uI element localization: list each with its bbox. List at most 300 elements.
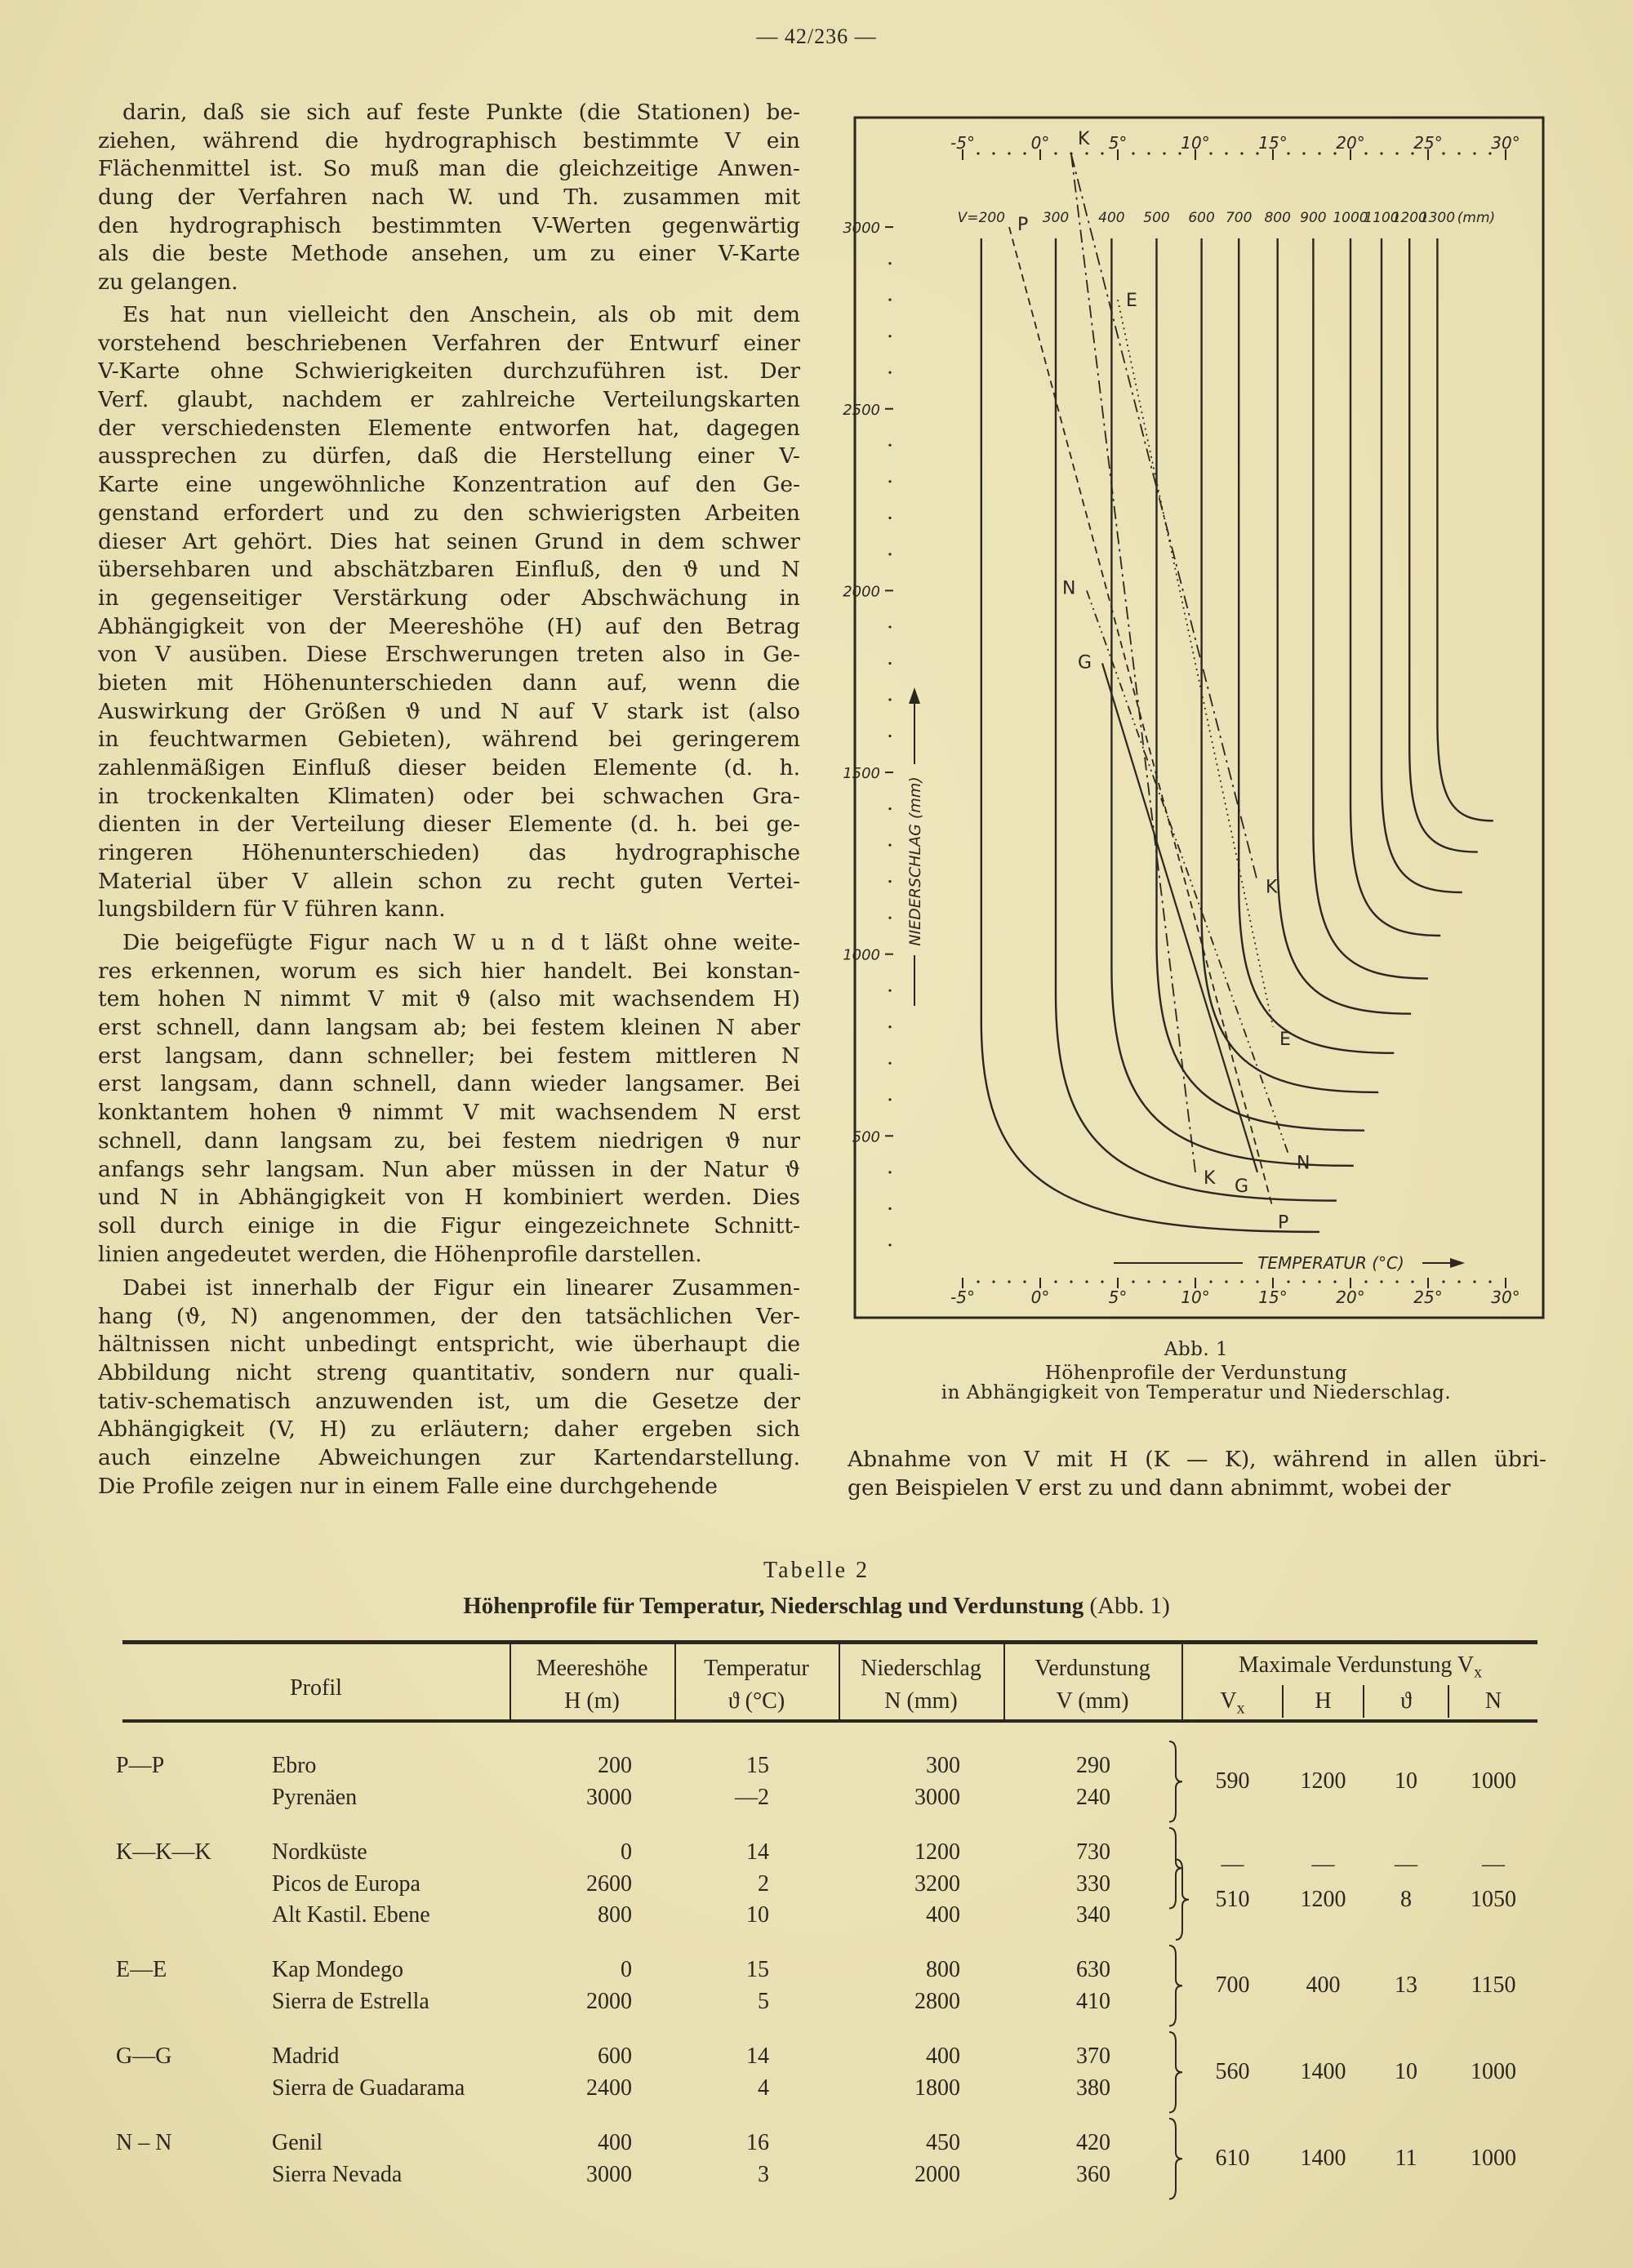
x-axis-label: TEMPERATUR (°C): [1257, 1253, 1404, 1273]
table-top-rule: [122, 1640, 1537, 1644]
text-line: Auswirkung der Größen ϑ und N auf V stark ist (also: [98, 698, 800, 724]
axis-minor-dot: [1380, 1280, 1382, 1283]
elevation-value: 0: [621, 1957, 632, 1982]
header-profil: Profil: [290, 1675, 342, 1701]
profile-label-K: K: [1266, 877, 1278, 898]
header-max-text: Maximale Verdunstung V: [1238, 1652, 1475, 1678]
text-line: hang (ϑ, N) angenommen, der den tatsächlichen Ver-: [98, 1303, 800, 1329]
max-evaporation-value: 10: [1395, 2059, 1417, 2085]
curly-brace: [1169, 2032, 1182, 2113]
evaporation-value: 370: [1076, 2043, 1110, 2069]
isoline-v1300: [1437, 238, 1493, 820]
isoline-label: 700: [1225, 210, 1253, 226]
header-max-col-subscript: x: [1236, 1699, 1245, 1718]
axis-minor-dot: [1023, 1280, 1026, 1283]
text-line: auch einzelne Abweichungen zur Kartendarstellung.: [98, 1445, 800, 1471]
axis-minor-dot: [888, 517, 891, 519]
y-tick-label: 1000: [843, 946, 880, 964]
text-line: V-Karte ohne Schwierigkeiten durchzuführen ist. Der: [98, 358, 800, 385]
text-line: in gegenseitiger Verstärkung oder Abschwächung in: [98, 585, 800, 611]
axis-minor-dot: [1147, 152, 1150, 154]
text-line: lungsbildern für V führen kann.: [98, 896, 446, 923]
axis-minor-dot: [1132, 152, 1134, 154]
x-tick-label-top: 25°: [1413, 133, 1443, 153]
header-max-0: [1183, 1687, 1282, 1723]
axis-minor-dot: [1287, 1280, 1289, 1283]
header-v-unit: V (mm): [1056, 1688, 1129, 1714]
axis-minor-dot: [1457, 1280, 1460, 1283]
axis-minor-dot: [1163, 152, 1165, 154]
header-h-unit: H (m): [564, 1688, 620, 1714]
x-tick-label-bottom: 15°: [1258, 1287, 1288, 1307]
text-line: Es hat nun vielleicht den Anschein, als ob mit dem: [122, 302, 800, 327]
precipitation-value: 800: [926, 1957, 960, 1982]
profile-label-P: P: [1278, 1212, 1289, 1234]
axis-minor-dot: [888, 1025, 891, 1028]
axis-minor-dot: [1457, 152, 1460, 154]
precipitation-value: 3200: [914, 1870, 960, 1897]
isoline-v600: [1202, 238, 1379, 1092]
table-title-ref: (Abb. 1): [1089, 1593, 1170, 1619]
evaporation-value: 420: [1076, 2130, 1110, 2155]
max-evaporation-value: 8: [1400, 1886, 1412, 1912]
axis-minor-dot: [888, 807, 891, 810]
axis-minor-dot: [977, 1280, 979, 1283]
precipitation-value: 1200: [914, 1839, 960, 1865]
isoline-label: 800: [1264, 210, 1291, 226]
isoline-label: 300: [1042, 210, 1070, 226]
temperature-value: 14: [746, 1839, 769, 1865]
precipitation-value: 300: [926, 1753, 960, 1778]
axis-minor-dot: [1147, 1280, 1150, 1283]
text-line: genstand erfordert und zu den schwierigsten Arbeiten: [98, 500, 800, 526]
axis-minor-dot: [888, 1171, 891, 1173]
elevation-value: 2600: [586, 1870, 632, 1897]
text-line: Die beigefügte Figur nach W u n d t läßt ohne weite-: [122, 930, 800, 955]
axis-minor-dot: [888, 662, 891, 665]
axis-minor-dot: [888, 1098, 891, 1101]
curly-brace: [1169, 1741, 1182, 1822]
evaporation-value: 240: [1076, 1784, 1110, 1810]
text-line: erst schnell, dann langsam ab; bei festem kleinen N aber: [98, 1015, 800, 1041]
axis-minor-dot: [992, 152, 994, 154]
text-line: Verf. glaubt, nachdem er zahlreiche Verteilungskarten: [98, 387, 800, 413]
text-line: hältnissen nicht unbedingt entspricht, wie überhaupt die: [98, 1332, 800, 1358]
temperature-value: 14: [746, 2043, 769, 2069]
text-line: Die Profile zeigen nur in einem Falle eine durchgehende: [98, 1473, 718, 1499]
max-evaporation-value: 11: [1395, 2146, 1417, 2172]
axis-minor-dot: [888, 1207, 891, 1210]
max-evaporation-value: 1200: [1300, 1768, 1346, 1794]
precipitation-value: 2800: [914, 1988, 960, 2014]
isoline-v400: [1111, 238, 1353, 1166]
axis-minor-dot: [1488, 1280, 1491, 1283]
axis-minor-dot: [1101, 1280, 1103, 1283]
temperature-value: 4: [758, 2075, 769, 2101]
isoline-label: 900: [1300, 210, 1327, 226]
curly-brace: [1169, 1828, 1182, 1909]
header-max-col-label: N: [1484, 1688, 1502, 1714]
max-evaporation-value: 400: [1306, 1972, 1341, 1999]
station-name: Sierra de Guadarama: [272, 2075, 465, 2101]
precipitation-value: 400: [926, 1902, 960, 1928]
evaporation-value: 380: [1076, 2075, 1110, 2101]
axis-minor-dot: [1008, 1280, 1010, 1283]
figure-caption-label: Abb. 1: [1164, 1339, 1229, 1360]
axis-minor-dot: [1380, 152, 1382, 154]
temperature-value: 5: [758, 1988, 769, 2014]
evaporation-value: 340: [1076, 1902, 1110, 1928]
elevation-value: 2400: [586, 2075, 632, 2101]
text-line: ringeren Höhenunterschieden) das hydrographische: [98, 840, 800, 866]
profile-label-N: N: [1062, 578, 1076, 599]
isoline-v1100: [1382, 238, 1462, 892]
elevation-value: 200: [598, 1753, 632, 1778]
axis-minor-dot: [1395, 152, 1398, 154]
table-title: [0, 1593, 1633, 1620]
header-max-col-label: H: [1315, 1688, 1332, 1714]
station-name: Kap Mondego: [272, 1957, 403, 1982]
header-n-unit: N (mm): [884, 1688, 958, 1714]
axis-minor-dot: [888, 371, 891, 374]
axis-minor-dot: [1008, 152, 1010, 154]
x-tick-label-top: 10°: [1181, 133, 1210, 153]
header-max-evaporation: [1183, 1651, 1537, 1688]
elevation-value: 400: [598, 2130, 632, 2155]
max-evaporation-value: 1050: [1471, 1886, 1516, 1912]
profile-line-N: [1087, 590, 1288, 1154]
x-tick-label-top: 20°: [1336, 133, 1365, 153]
elevation-value: 2000: [586, 1988, 632, 2014]
text-line: in trockenkalten Klimaten) oder bei schwachen Gra-: [98, 783, 800, 809]
y-tick-label: 1500: [843, 765, 880, 783]
axis-minor-dot: [1178, 1280, 1181, 1283]
axis-minor-dot: [888, 444, 891, 447]
isoline-label: 1000: [1333, 210, 1368, 226]
axis-minor-dot: [1318, 1280, 1320, 1283]
y-tick-label: 2000: [843, 583, 880, 601]
header-max-subscript: x: [1474, 1663, 1483, 1682]
text-line: aussprechen zu dürfen, daß die Herstellung einer V-: [98, 443, 800, 469]
x-tick-label-top: 5°: [1108, 133, 1128, 153]
x-tick-label-bottom: 25°: [1413, 1287, 1443, 1307]
precipitation-value: 450: [926, 2130, 960, 2155]
station-name: Pyrenäen: [272, 1784, 358, 1810]
isoline-label: V=200: [957, 210, 1005, 226]
profile-line-P: [1009, 227, 1273, 1208]
profile-code: N – N: [116, 2130, 172, 2155]
elevation-value: 800: [598, 1902, 632, 1928]
text-line: schnell, dann langsam zu, bei festem niedrigen ϑ nur: [98, 1127, 800, 1154]
axis-minor-dot: [1209, 152, 1212, 154]
axis-minor-dot: [992, 1280, 994, 1283]
temperature-value: 15: [746, 1957, 769, 1982]
max-evaporation-value: —: [1482, 1852, 1505, 1878]
max-evaporation-value: 1000: [1471, 1768, 1516, 1794]
text-line: in feuchtwarmen Gebieten), während bei geringerem: [98, 727, 800, 753]
y-tick-label: 3000: [843, 220, 880, 238]
station-name: Genil: [272, 2130, 323, 2155]
max-evaporation-value: 1400: [1300, 2059, 1346, 2085]
text-line: der verschiedensten Elemente entworfen hat, dagegen: [98, 415, 800, 441]
axis-minor-dot: [1163, 1280, 1165, 1283]
axis-minor-dot: [1318, 152, 1320, 154]
x-tick-label-top: 30°: [1491, 133, 1520, 153]
header-h: Meereshöhe: [536, 1656, 648, 1681]
text-line: Dabei ist innerhalb der Figur ein linearer Zusammen-: [122, 1275, 800, 1301]
station-name: Madrid: [272, 2043, 340, 2069]
temperature-value: —2: [735, 1784, 769, 1810]
max-evaporation-value: 590: [1215, 1768, 1250, 1794]
text-line: vorstehend beschriebenen Verfahren der Entwurf einer: [98, 330, 800, 356]
axis-minor-dot: [1070, 1280, 1072, 1283]
profile-code: K—K—K: [116, 1839, 211, 1865]
figure-caption-line: Höhenprofile der Verdunstung: [1044, 1363, 1348, 1384]
temperature-value: 3: [758, 2161, 769, 2187]
header-n: Niederschlag: [861, 1656, 981, 1681]
text-line: Karte eine ungewöhnliche Konzentration auf den Ge-: [98, 472, 800, 498]
isoline-unit-label: (mm): [1457, 210, 1496, 226]
temperature-value: 15: [746, 1753, 769, 1778]
page-number: — 42/236 —: [756, 24, 877, 48]
x-tick-label-top: 15°: [1258, 133, 1288, 153]
text-line: Abhängigkeit (V, H) zu erläutern; daher ergeben sich: [98, 1416, 800, 1443]
station-name: Alt Kastil. Ebene: [272, 1902, 430, 1928]
axis-minor-dot: [1302, 152, 1305, 154]
x-tick-label-bottom: 0°: [1030, 1287, 1050, 1307]
isoline-label: 500: [1143, 210, 1170, 226]
axis-minor-dot: [888, 299, 891, 301]
profile-code: P—P: [116, 1753, 165, 1778]
text-line: bieten mit Höhenunterschieden dann auf, wenn die: [98, 669, 800, 696]
evaporation-value: 630: [1076, 1957, 1110, 1982]
axis-minor-dot: [1473, 1280, 1475, 1283]
elevation-value: 3000: [586, 2161, 632, 2187]
text-line: dienten in der Verteilung dieser Elemente (d. h. bei ge-: [98, 812, 800, 838]
axis-minor-dot: [1225, 1280, 1227, 1283]
text-line: von V ausüben. Diese Erschwerungen treten also in Ge-: [98, 642, 800, 668]
header-v: Verdunstung: [1035, 1656, 1150, 1681]
text-line: linien angedeutet werden, die Höhenprofile darstellen.: [98, 1241, 702, 1267]
isoline-label: 1300: [1419, 210, 1456, 226]
text-line: Abhängigkeit von der Meereshöhe (H) auf den Betrag: [98, 613, 800, 639]
text-line: anfangs sehr langsam. Nun aber müssen in der Natur ϑ: [98, 1156, 800, 1182]
header-max-1: [1284, 1687, 1363, 1716]
temperature-value: 16: [746, 2130, 769, 2155]
y-tick-label: 2500: [843, 401, 880, 419]
header-max-2: [1364, 1687, 1448, 1716]
table-header-rule: [122, 1719, 1537, 1723]
axis-minor-dot: [1054, 152, 1057, 154]
header-t: Temperatur: [704, 1656, 809, 1681]
axis-minor-dot: [1395, 1280, 1398, 1283]
x-tick-label-bottom: 5°: [1108, 1287, 1128, 1307]
axis-minor-dot: [888, 1243, 891, 1246]
profile-label-E: E: [1126, 291, 1137, 312]
right-text-continuation: [848, 1446, 1546, 1502]
axis-minor-dot: [1054, 1280, 1057, 1283]
axis-minor-dot: [1101, 152, 1103, 154]
text-line: konktantem hohen ϑ nimmt V mit wachsendem N erst: [98, 1100, 800, 1126]
station-name: Sierra Nevada: [272, 2161, 403, 2187]
axis-minor-dot: [1411, 1280, 1413, 1283]
y-axis-label: NIEDERSCHLAG (mm): [906, 776, 924, 946]
table-title-text: Höhenprofile für Temperatur, Niederschlag und Verdunstung: [463, 1593, 1084, 1619]
text-line: Material über V allein schon zu recht guten Vertei-: [98, 868, 800, 894]
axis-minor-dot: [888, 480, 891, 483]
max-evaporation-value: 13: [1395, 1972, 1417, 1999]
profile-label-K: K: [1078, 129, 1090, 150]
axis-minor-dot: [1473, 152, 1475, 154]
text-line: dung der Verfahren nach W. und Th. zusammen mit: [98, 185, 800, 211]
temperature-value: 10: [746, 1902, 769, 1928]
axis-minor-dot: [888, 917, 891, 919]
text-line: dieser Art gehört. Dies hat seinen Grund in dem schwer: [98, 528, 800, 554]
text-line: zu gelangen.: [98, 269, 238, 296]
text-line: als die beste Methode ansehen, um zu einer V-Karte: [98, 241, 800, 267]
isoline-label: 600: [1188, 210, 1215, 226]
profile-label-G: G: [1078, 652, 1092, 674]
profile-code: E—E: [116, 1957, 167, 1982]
text-line: tativ-schematisch anzuwenden ist, um die Gesetze der: [98, 1388, 800, 1414]
elevation-value: 0: [621, 1839, 632, 1865]
max-evaporation-value: 1200: [1300, 1886, 1346, 1912]
text-line: Abbildung nicht streng quantitativ, sondern nur quali-: [98, 1360, 800, 1386]
elevation-value: 600: [598, 2043, 632, 2069]
axis-minor-dot: [1333, 1280, 1336, 1283]
axis-minor-dot: [1209, 1280, 1212, 1283]
axis-minor-dot: [1132, 1280, 1134, 1283]
max-evaporation-value: 510: [1215, 1886, 1250, 1912]
axis-minor-dot: [1442, 1280, 1444, 1283]
isoline-v500: [1157, 238, 1365, 1131]
axis-minor-dot: [888, 735, 891, 737]
max-evaporation-value: 1000: [1471, 2146, 1516, 2172]
text-line: den hydrographisch bestimmten V-Werten gegenwärtig: [98, 212, 800, 238]
isoline-v800: [1278, 238, 1411, 1014]
axis-minor-dot: [1240, 152, 1243, 154]
arrow-up-icon: [909, 687, 920, 704]
temperature-value: 2: [758, 1870, 769, 1897]
arrow-right-icon: [1450, 1258, 1465, 1268]
text-line: gen Beispielen V erst zu und dann abnimmt, wobei der: [848, 1474, 1451, 1501]
x-tick-label-bottom: -5°: [950, 1287, 975, 1307]
text-line: und N in Abhängigkeit von H kombiniert werden. Dies: [98, 1185, 800, 1211]
max-evaporation-value: —: [1311, 1852, 1335, 1878]
max-evaporation-value: 560: [1215, 2059, 1250, 2085]
header-t-unit: ϑ (°C): [728, 1688, 785, 1714]
axis-minor-dot: [1287, 152, 1289, 154]
table-label: Tabelle 2: [763, 1558, 870, 1583]
x-tick-label-bottom: 20°: [1336, 1287, 1365, 1307]
max-evaporation-value: 1150: [1471, 1972, 1516, 1999]
axis-minor-dot: [1085, 152, 1088, 154]
text-line: ziehen, während die hydrographisch bestimmte V ein: [98, 127, 800, 153]
isoline-label: 1200: [1391, 210, 1427, 226]
precipitation-value: 400: [926, 2043, 960, 2069]
isoline-v1000: [1350, 238, 1440, 936]
max-evaporation-value: 1400: [1300, 2146, 1346, 2172]
elevation-value: 3000: [586, 1784, 632, 1810]
precipitation-value: 1800: [914, 2075, 960, 2101]
axis-minor-dot: [1364, 1280, 1367, 1283]
axis-minor-dot: [1225, 152, 1227, 154]
max-evaporation-value: —: [1221, 1852, 1244, 1878]
axis-minor-dot: [888, 989, 891, 992]
evaporation-value: 410: [1076, 1988, 1110, 2014]
axis-minor-dot: [888, 844, 891, 847]
axis-minor-dot: [888, 553, 891, 555]
header-max-col-label: V: [1220, 1688, 1237, 1714]
axis-minor-dot: [888, 1062, 891, 1065]
y-tick-label: 500: [852, 1128, 880, 1146]
profile-label-N: N: [1297, 1153, 1310, 1174]
text-line: tem hohen N nimmt V mit ϑ (also mit wachsendem H): [98, 986, 800, 1012]
curly-brace: [1169, 1946, 1182, 2026]
curly-brace: [1169, 2119, 1182, 2199]
figure-caption-line: in Abhängigkeit von Temperatur und Niederschlag.: [941, 1382, 1452, 1403]
axis-minor-dot: [888, 698, 891, 700]
profile-label-P: P: [1017, 215, 1029, 236]
evaporation-value: 330: [1076, 1870, 1110, 1897]
evaporation-value: 730: [1076, 1839, 1110, 1865]
axis-minor-dot: [977, 152, 979, 154]
axis-minor-dot: [1442, 152, 1444, 154]
text-line: Flächenmittel ist. So muß man die gleichzeitige Anwen-: [98, 156, 800, 182]
isoline-label: 1100: [1364, 210, 1399, 226]
header-max-col-label: ϑ: [1400, 1688, 1412, 1714]
max-evaporation-value: 610: [1215, 2146, 1250, 2172]
text-line: darin, daß sie sich auf feste Punkte (die Stationen) be-: [122, 100, 800, 125]
text-line: erst langsam, dann schnell, dann wieder langsamer. Bei: [98, 1071, 800, 1097]
axis-minor-dot: [888, 262, 891, 265]
station-name: Nordküste: [272, 1839, 367, 1865]
axis-minor-dot: [1364, 152, 1367, 154]
isoline-label: 400: [1098, 210, 1125, 226]
isoline-v700: [1239, 238, 1394, 1053]
profile-label-G: G: [1235, 1176, 1249, 1197]
station-name: Sierra de Estrella: [272, 1988, 429, 2014]
isoline-v900: [1313, 238, 1428, 979]
x-tick-label-bottom: 30°: [1491, 1287, 1520, 1307]
axis-minor-dot: [1085, 1280, 1088, 1283]
evaporation-value: 290: [1076, 1753, 1110, 1778]
evaporation-value: 360: [1076, 2161, 1110, 2187]
header-max-3: [1449, 1687, 1537, 1716]
max-evaporation-value: 700: [1215, 1972, 1250, 1999]
isoline-v1200: [1409, 238, 1478, 852]
text-line: soll durch einige in die Figur eingezeichnete Schnitt-: [98, 1212, 800, 1239]
station-name: Ebro: [272, 1753, 317, 1778]
precipitation-value: 3000: [914, 1784, 960, 1810]
axis-minor-dot: [1023, 152, 1026, 154]
profile-line-G: [1102, 663, 1257, 1172]
x-tick-label-top: 0°: [1030, 133, 1050, 153]
axis-minor-dot: [888, 880, 891, 883]
precipitation-value: 2000: [914, 2161, 960, 2187]
isoline-v200: [981, 238, 1319, 1232]
station-name: Picos de Europa: [272, 1870, 420, 1897]
axis-minor-dot: [1256, 1280, 1258, 1283]
figure-frame: [855, 118, 1543, 1318]
isoline-v300: [1056, 238, 1337, 1201]
max-evaporation-value: 10: [1395, 1768, 1417, 1794]
axis-minor-dot: [1302, 1280, 1305, 1283]
profile-code: G—G: [116, 2043, 172, 2069]
axis-minor-dot: [888, 625, 891, 628]
text-line: Abnahme von V mit H (K — K), während in allen übri-: [848, 1447, 1546, 1472]
max-evaporation-value: 1000: [1471, 2059, 1516, 2085]
